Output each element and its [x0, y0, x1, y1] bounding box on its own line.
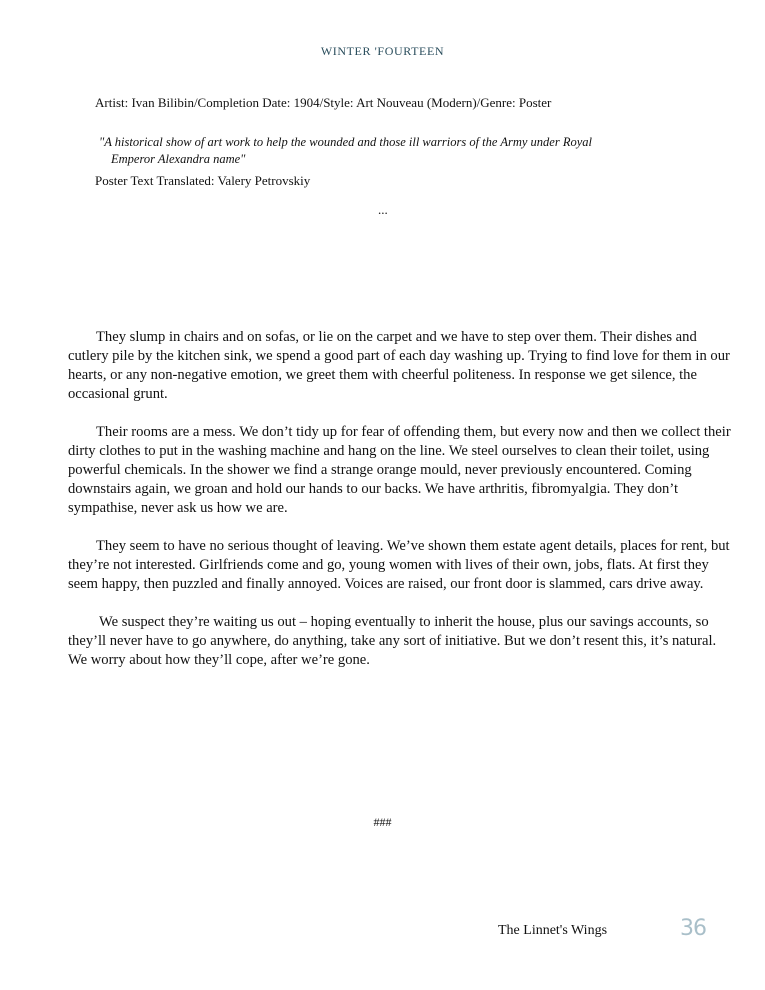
poster-quote-line-2: Emperor Alexandra name": [111, 152, 246, 166]
section-ellipsis: ...: [378, 202, 388, 217]
story-paragraph: Their rooms are a mess. We don’t tidy up for fear of offending them, but every now and then we collect their dirty clothes to put in the washing machine and hang on the line. We steel ourselves to clean their toilet, using powerful chemicals. In the shower we find a strange orange mould, never previously encountered. Coming downstairs again, we groan and hold our hands to our backs. We have arthritis, fibromyalgia. They don’t sympathise, never ask us how we are.: [68, 424, 731, 516]
translator-credit: Poster Text Translated: Valery Petrovskiy: [95, 173, 311, 188]
story-paragraph: They slump in chairs and on sofas, or lie on the carpet and we have to step over them. Their dishes and cutlery pile by the kitchen sink, we spend a good part of each day washing up. Trying to find love for them in our hearts, or any non-negative emotion, we greet them with cheerful politeness. In response we get silence, the occasional grunt.: [68, 329, 730, 402]
story-paragraph: They seem to have no serious thought of leaving. We’ve shown them estate agent details, places for rent, but they’re not interested. Girlfriends come and go, young women with lives of their own, jobs, flats. At first they seem happy, then puzzled and finally annoyed. Voices are raised, our front door is slammed, cars drive away.: [68, 538, 730, 592]
poster-quote-line-1: "A historical show of art work to help the wounded and those ill warriors of the Army under Royal: [99, 135, 592, 149]
story-paragraph: We suspect they’re waiting us out – hoping eventually to inherit the house, plus our savings accounts, so they’ll never have to go anywhere, do anything, take any sort of initiative. But we don’t resent this, it’s natural. We worry about how they’ll cope, after we’re gone.: [68, 614, 717, 668]
story-body: [68, 328, 733, 689]
artist-credit-line: Artist: Ivan Bilibin/Completion Date: 1904/Style: Art Nouveau (Modern)/Genre: Poster: [95, 95, 552, 110]
story-end-mark: ###: [373, 815, 392, 829]
page-number: 36: [680, 916, 706, 941]
poster-quote: [99, 134, 659, 168]
publication-title: The Linnet's Wings: [498, 923, 608, 938]
running-header: WINTER 'FOURTEEN: [320, 44, 445, 58]
